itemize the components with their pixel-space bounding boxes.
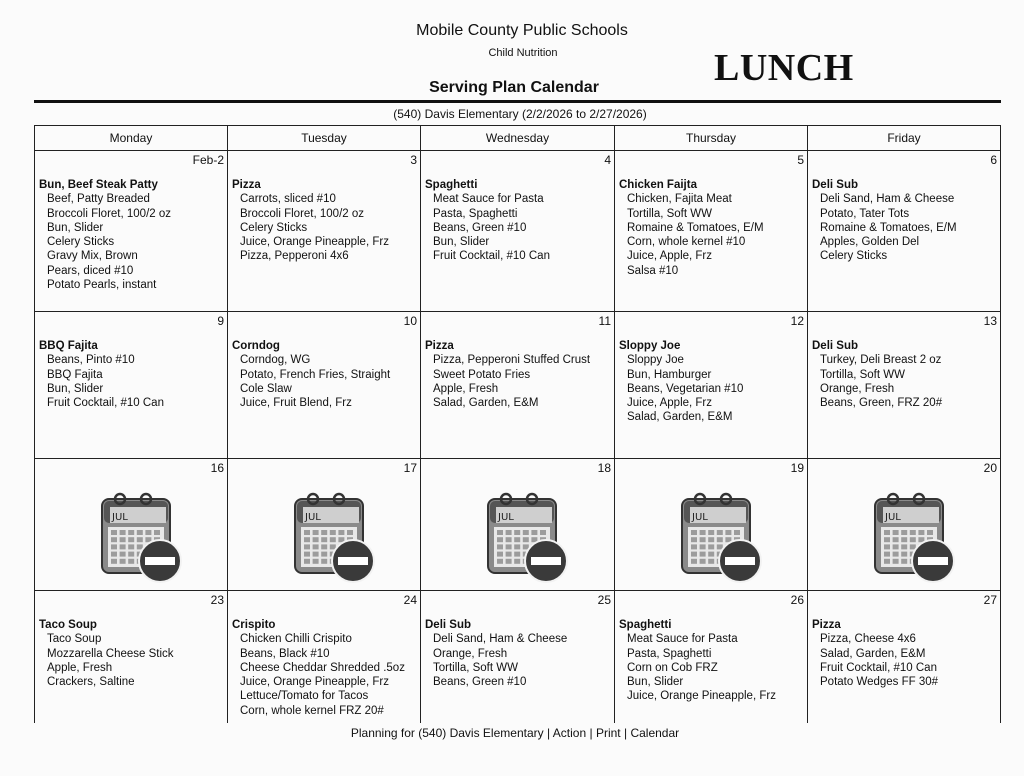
calendar-day-box	[137, 530, 143, 535]
day-cell	[808, 151, 1001, 312]
menu-main-entree: Pizza	[232, 179, 261, 191]
calendar-day-box	[111, 544, 117, 549]
day-number: 9	[217, 314, 224, 328]
calendar-day-box	[691, 552, 697, 557]
menu-item: Corn, whole kernel #10	[627, 236, 746, 249]
menu-item: Apples, Golden Del	[820, 236, 920, 249]
menu-item: Meat Sauce for Pasta	[433, 193, 544, 206]
calendar-day-box	[111, 552, 117, 557]
menu-item: Apple, Fresh	[433, 382, 499, 395]
menu-item: Beans, Black #10	[240, 647, 330, 660]
calendar-day-box	[506, 530, 512, 535]
day-cell	[35, 312, 228, 459]
no-service-calendar-icon	[678, 487, 766, 585]
footer-separator: |	[589, 726, 593, 740]
menu-item: Beans, Green, FRZ 20#	[820, 397, 943, 410]
menu-item: Lettuce/Tomato for Tacos	[240, 690, 369, 703]
menu-main-entree: Corndog	[232, 340, 280, 352]
department-subtitle: Child Nutrition	[488, 47, 558, 59]
weekday-header-friday: Friday	[808, 126, 1001, 151]
footer-bar	[3, 726, 1024, 740]
menu-item: Salad, Garden, E&M	[433, 397, 539, 410]
menu-item: Fruit Cocktail, #10 Can	[433, 250, 550, 263]
no-service-day-cell	[421, 459, 615, 591]
menu-item: Bun, Slider	[47, 221, 104, 234]
menu-item: Tortilla, Soft WW	[433, 661, 518, 674]
menu-item: Crackers, Saltine	[47, 676, 135, 689]
menu-item: Pizza, Cheese 4x6	[820, 633, 916, 646]
calendar-day-box	[691, 537, 697, 542]
day-cell	[35, 151, 228, 312]
calendar-day-box	[523, 537, 529, 542]
menu-item: Tortilla, Soft WW	[820, 368, 905, 381]
menu-list	[39, 178, 171, 292]
calendar-day-box	[700, 544, 706, 549]
calendar-day-box	[901, 552, 907, 557]
menu-item: Beans, Green #10	[433, 221, 527, 234]
calendar-day-box	[691, 559, 697, 564]
calendar-day-box	[128, 552, 134, 557]
serving-calendar	[34, 125, 1001, 723]
calendar-day-box	[321, 530, 327, 535]
calendar-day-box	[154, 530, 160, 535]
calendar-day-box	[927, 530, 933, 535]
calendar-day-box	[120, 530, 126, 535]
calendar-day-box	[120, 537, 126, 542]
calendar-day-box	[506, 552, 512, 557]
day-number: Feb-2	[192, 153, 224, 167]
calendar-day-box	[321, 537, 327, 542]
footer-action-link[interactable]: Action	[552, 726, 587, 740]
no-service-calendar-icon	[98, 487, 186, 585]
calendar-day-box	[128, 559, 134, 564]
day-number: 25	[597, 593, 611, 607]
calendar-day-box	[901, 544, 907, 549]
menu-main-entree: Deli Sub	[812, 179, 859, 191]
menu-list	[812, 618, 938, 689]
footer-print-link[interactable]: Print	[595, 726, 621, 740]
menu-list	[619, 178, 764, 278]
calendar-day-box	[120, 559, 126, 564]
menu-item: Deli Sand, Ham & Cheese	[433, 633, 568, 646]
calendar-day-box	[347, 530, 353, 535]
menu-list	[812, 178, 957, 264]
menu-item: Corndog, WG	[240, 354, 311, 367]
weekday-header-monday: Monday	[35, 126, 228, 151]
calendar-day-box	[893, 559, 899, 564]
day-number: 18	[597, 461, 611, 475]
day-cell	[808, 312, 1001, 459]
menu-item: Beans, Pinto #10	[47, 354, 135, 367]
calendar-day-box	[128, 544, 134, 549]
calendar-day-box	[497, 530, 503, 535]
no-service-day-cell	[615, 459, 808, 591]
calendar-day-box	[691, 544, 697, 549]
menu-item: Pears, diced #10	[47, 264, 134, 277]
menu-main-entree: Sloppy Joe	[619, 340, 681, 352]
calendar-day-box	[514, 537, 520, 542]
calendar-day-box	[901, 559, 907, 564]
no-service-day-cell	[808, 459, 1001, 591]
menu-main-entree: Pizza	[425, 340, 454, 352]
menu-main-entree: Spaghetti	[619, 619, 672, 631]
calendar-day-box	[717, 537, 723, 542]
menu-item: Cole Slaw	[240, 382, 292, 395]
calendar-day-box	[304, 559, 310, 564]
menu-main-entree: Crispito	[232, 619, 276, 631]
calendar-day-box	[893, 530, 899, 535]
menu-main-entree: Deli Sub	[812, 340, 859, 352]
calendar-day-box	[884, 544, 890, 549]
no-service-calendar-icon	[291, 487, 379, 585]
calendar-day-box	[111, 530, 117, 535]
calendar-day-box	[497, 544, 503, 549]
menu-item: Celery Sticks	[240, 221, 308, 234]
day-cell	[228, 312, 421, 459]
menu-item: Mozzarella Cheese Stick	[47, 647, 174, 660]
menu-item: Deli Sand, Ham & Cheese	[820, 193, 955, 206]
calendar-day-box	[313, 530, 319, 535]
menu-item: Potato Pearls, instant	[47, 279, 157, 292]
menu-list	[425, 178, 550, 264]
menu-item: Pizza, Pepperoni 4x6	[240, 250, 349, 263]
calendar-day-box	[330, 530, 336, 535]
menu-item: Bun, Slider	[47, 382, 104, 395]
menu-item: Salad, Garden, E&M	[820, 647, 926, 660]
calendar-day-box	[708, 544, 714, 549]
day-number: 27	[983, 593, 997, 607]
calendar-day-box	[145, 530, 151, 535]
calendar-day-box	[304, 537, 310, 542]
calendar-day-box	[514, 530, 520, 535]
menu-main-entree: Taco Soup	[39, 619, 97, 631]
calendar-day-box	[893, 552, 899, 557]
menu-main-entree: Bun, Beef Steak Patty	[39, 179, 158, 191]
calendar-day-box	[304, 544, 310, 549]
menu-main-entree: Chicken Faijta	[619, 179, 697, 191]
menu-item: Corn on Cob FRZ	[627, 661, 718, 674]
menu-item: Bun, Slider	[627, 676, 684, 689]
menu-list	[232, 339, 390, 410]
day-number: 6	[990, 153, 997, 167]
no-service-day-cell	[35, 459, 228, 591]
menu-list	[425, 618, 567, 689]
day-cell	[35, 591, 228, 723]
menu-item: Juice, Orange Pineapple, Frz	[240, 676, 389, 689]
menu-item: Sloppy Joe	[627, 354, 684, 367]
day-cell	[421, 151, 615, 312]
calendar-day-box	[497, 552, 503, 557]
menu-item: Orange, Fresh	[820, 382, 895, 395]
menu-main-entree: Pizza	[812, 619, 841, 631]
no-service-day-cell	[228, 459, 421, 591]
footer-planning-text: Planning for (540) Davis Elementary	[350, 726, 544, 740]
calendar-day-box	[514, 552, 520, 557]
menu-item: Broccoli Floret, 100/2 oz	[240, 207, 365, 220]
calendar-day-box	[497, 537, 503, 542]
calendar-day-box	[708, 552, 714, 557]
menu-list	[812, 339, 942, 410]
calendar-day-box	[893, 544, 899, 549]
no-entry-bar	[338, 557, 368, 565]
footer-separator: |	[546, 726, 551, 740]
menu-item: Fruit Cocktail, #10 Can	[820, 661, 937, 674]
header-divider	[34, 100, 1001, 103]
menu-item: Salsa #10	[627, 264, 679, 277]
menu-list	[425, 339, 590, 410]
day-number: 26	[790, 593, 804, 607]
calendar-month-label: JUL	[112, 512, 128, 523]
calendar-day-box	[717, 530, 723, 535]
calendar-day-box	[120, 544, 126, 549]
day-cell	[421, 312, 615, 459]
day-number: 4	[604, 153, 611, 167]
calendar-day-box	[506, 537, 512, 542]
day-number: 16	[210, 461, 224, 475]
menu-item: Romaine & Tomatoes, E/M	[820, 221, 957, 234]
menu-item: Sweet Potato Fries	[433, 368, 531, 381]
weekday-header-tuesday: Tuesday	[228, 126, 421, 151]
menu-list	[619, 618, 776, 704]
calendar-day-box	[120, 552, 126, 557]
menu-item: Pasta, Spaghetti	[433, 207, 518, 220]
day-cell	[615, 151, 808, 312]
menu-item: Taco Soup	[47, 633, 102, 646]
footer-calendar-link[interactable]: Calendar	[630, 726, 680, 740]
calendar-day-box	[514, 544, 520, 549]
menu-item: Juice, Fruit Blend, Frz	[240, 397, 352, 410]
footer-separator: |	[623, 726, 628, 740]
weekday-header-thursday: Thursday	[615, 126, 808, 151]
calendar-day-box	[700, 559, 706, 564]
menu-item: Bun, Hamburger	[627, 368, 712, 381]
calendar-day-box	[128, 530, 134, 535]
menu-list	[39, 618, 174, 689]
calendar-month-label: JUL	[692, 512, 708, 523]
day-cell	[421, 591, 615, 723]
menu-item: Potato, French Fries, Straight	[240, 368, 391, 381]
no-service-calendar-icon	[484, 487, 572, 585]
calendar-day-box	[884, 537, 890, 542]
day-number: 20	[983, 461, 997, 475]
calendar-day-box	[506, 544, 512, 549]
calendar-day-box	[918, 530, 924, 535]
day-number: 17	[403, 461, 417, 475]
menu-item: Beans, Green #10	[433, 676, 527, 689]
calendar-day-box	[321, 559, 327, 564]
calendar-month-label: JUL	[885, 512, 901, 523]
calendar-day-box	[506, 559, 512, 564]
menu-item: Potato, Tater Tots	[820, 207, 910, 220]
meal-type-heading: LUNCH	[714, 47, 854, 89]
calendar-day-box	[497, 559, 503, 564]
calendar-day-box	[884, 559, 890, 564]
calendar-day-box	[111, 559, 117, 564]
calendar-day-box	[700, 537, 706, 542]
menu-item: Gravy Mix, Brown	[47, 250, 138, 263]
calendar-day-box	[910, 537, 916, 542]
menu-item: Carrots, sliced #10	[240, 193, 336, 206]
calendar-day-box	[531, 530, 537, 535]
day-number: 12	[790, 314, 804, 328]
menu-item: Romaine & Tomatoes, E/M	[627, 221, 764, 234]
calendar-day-box	[313, 559, 319, 564]
no-entry-bar	[918, 557, 948, 565]
day-number: 11	[598, 314, 611, 328]
day-cell	[615, 312, 808, 459]
day-number: 19	[790, 461, 804, 475]
menu-item: Celery Sticks	[820, 250, 888, 263]
menu-item: Fruit Cocktail, #10 Can	[47, 397, 164, 410]
weekday-header-wednesday: Wednesday	[421, 126, 615, 151]
menu-list	[619, 339, 743, 425]
calendar-day-box	[700, 552, 706, 557]
menu-item: Broccoli Floret, 100/2 oz	[47, 207, 172, 220]
calendar-day-box	[901, 537, 907, 542]
calendar-day-box	[321, 544, 327, 549]
calendar-day-box	[734, 530, 740, 535]
calendar-day-box	[514, 559, 520, 564]
day-cell	[808, 591, 1001, 723]
calendar-day-box	[304, 552, 310, 557]
menu-item: Pasta, Spaghetti	[627, 647, 712, 660]
school-date-range: (540) Davis Elementary (2/2/2026 to 2/27/2026)	[393, 107, 647, 121]
calendar-day-box	[111, 537, 117, 542]
day-number: 5	[797, 153, 804, 167]
day-number: 10	[403, 314, 417, 328]
menu-item: Apple, Fresh	[47, 661, 113, 674]
menu-item: Potato Wedges FF 30#	[820, 676, 939, 689]
menu-item: Orange, Fresh	[433, 647, 508, 660]
menu-item: Bun, Slider	[433, 236, 490, 249]
calendar-day-box	[700, 530, 706, 535]
menu-item: Juice, Apple, Frz	[627, 250, 713, 263]
organization-title: Mobile County Public Schools	[416, 22, 628, 39]
menu-item: BBQ Fajita	[47, 368, 103, 381]
menu-list	[232, 178, 389, 264]
menu-item: Juice, Orange Pineapple, Frz	[240, 236, 389, 249]
menu-item: Beans, Vegetarian #10	[627, 382, 744, 395]
calendar-day-box	[708, 537, 714, 542]
calendar-day-box	[725, 530, 731, 535]
calendar-day-box	[523, 530, 529, 535]
day-cell	[228, 151, 421, 312]
calendar-day-box	[910, 530, 916, 535]
calendar-day-box	[137, 537, 143, 542]
menu-item: Meat Sauce for Pasta	[627, 633, 738, 646]
menu-item: Beef, Patty Breaded	[47, 193, 150, 206]
day-cell	[615, 591, 808, 723]
calendar-day-box	[313, 544, 319, 549]
day-number: 23	[210, 593, 224, 607]
no-entry-bar	[531, 557, 561, 565]
calendar-day-box	[321, 552, 327, 557]
no-entry-bar	[725, 557, 755, 565]
menu-list	[39, 339, 164, 410]
calendar-day-box	[691, 530, 697, 535]
calendar-day-box	[128, 537, 134, 542]
menu-item: Chicken, Fajita Meat	[627, 193, 732, 206]
day-number: 13	[983, 314, 997, 328]
menu-list	[232, 618, 405, 718]
calendar-day-box	[304, 530, 310, 535]
day-number: 3	[410, 153, 417, 167]
calendar-day-box	[330, 537, 336, 542]
calendar-day-box	[540, 530, 546, 535]
calendar-day-box	[884, 530, 890, 535]
no-service-calendar-icon	[871, 487, 959, 585]
menu-item: Pizza, Pepperoni Stuffed Crust	[433, 354, 591, 367]
plan-title: Serving Plan Calendar	[429, 79, 599, 96]
menu-item: Corn, whole kernel FRZ 20#	[240, 704, 384, 717]
calendar-day-box	[708, 559, 714, 564]
calendar-month-label: JUL	[305, 512, 321, 523]
menu-item: Juice, Apple, Frz	[627, 397, 713, 410]
calendar-day-box	[708, 530, 714, 535]
day-cell	[228, 591, 421, 723]
calendar-day-box	[313, 552, 319, 557]
menu-item: Cheese Cheddar Shredded .5oz	[240, 661, 405, 674]
calendar-month-label: JUL	[498, 512, 514, 523]
calendar-day-box	[313, 537, 319, 542]
calendar-day-box	[338, 530, 344, 535]
menu-item: Turkey, Deli Breast 2 oz	[820, 354, 942, 367]
menu-item: Celery Sticks	[47, 236, 115, 249]
menu-item: Salad, Garden, E&M	[627, 411, 733, 424]
menu-item: Juice, Orange Pineapple, Frz	[627, 690, 776, 703]
calendar-day-box	[901, 530, 907, 535]
calendar-day-box	[884, 552, 890, 557]
day-number: 24	[403, 593, 417, 607]
calendar-day-box	[893, 537, 899, 542]
menu-item: Tortilla, Soft WW	[627, 207, 712, 220]
menu-main-entree: Spaghetti	[425, 179, 478, 191]
menu-main-entree: BBQ Fajita	[39, 340, 98, 352]
menu-item: Chicken Chilli Crispito	[240, 633, 352, 646]
menu-main-entree: Deli Sub	[425, 619, 472, 631]
no-entry-bar	[145, 557, 175, 565]
